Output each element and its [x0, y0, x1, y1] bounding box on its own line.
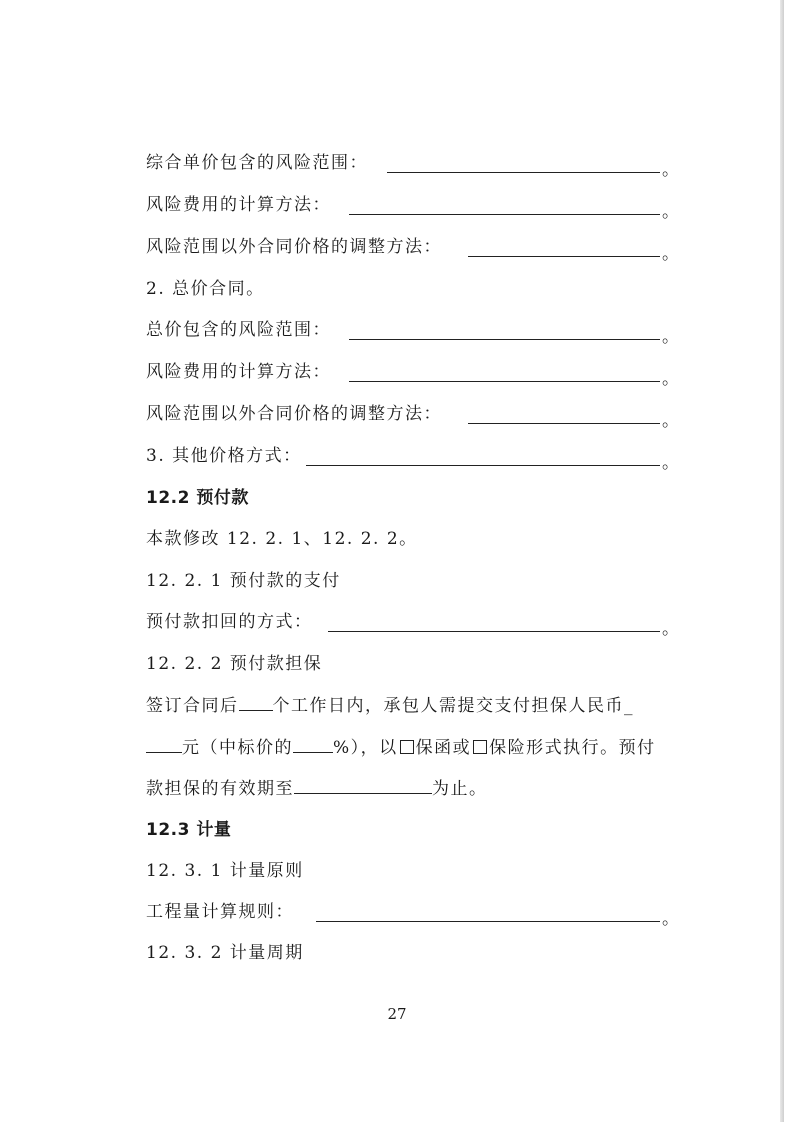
working-days-field[interactable]: [239, 696, 273, 711]
total-price-risk-scope-label: 总价包含的风险范围：: [146, 320, 331, 340]
other-price-field[interactable]: [306, 465, 660, 466]
total-price-title: 2. 总价合同。: [146, 279, 265, 299]
unit-price-adjust-field[interactable]: [468, 256, 660, 257]
section-12-3-heading: 12.3 计量: [146, 820, 232, 840]
guarantee-paragraph-line-3: [146, 777, 488, 801]
other-price-label: 3. 其他价格方式：: [146, 446, 302, 466]
guarantee-text-1: 签订合同后: [146, 696, 239, 716]
insurance-checkbox[interactable]: [473, 740, 487, 754]
guarantee-amount-field[interactable]: [146, 738, 182, 753]
guarantee-paragraph-line-1: [146, 694, 634, 718]
quantity-rules-label: 工程量计算规则：: [146, 902, 294, 922]
section-12-2-intro: 本款修改 12. 2. 1、12. 2. 2。: [146, 529, 418, 549]
page-number: 27: [387, 1005, 407, 1023]
period-mark: 。: [662, 244, 679, 264]
guarantee-validity-field[interactable]: [294, 779, 432, 794]
advance-deduction-field[interactable]: [328, 631, 660, 632]
bid-price-percent-field[interactable]: [293, 738, 333, 753]
letter-of-guarantee-checkbox[interactable]: [400, 740, 414, 754]
period-mark: 。: [662, 411, 679, 431]
guarantee-text-2: 个工作日内，承包人需提交支付担保人民币: [272, 696, 624, 716]
unit-price-risk-fee-field[interactable]: [349, 214, 660, 215]
guarantee-text-7: 款担保的有效期至: [146, 779, 294, 799]
advance-deduction-label: 预付款扣回的方式：: [146, 612, 313, 632]
total-price-adjust-field[interactable]: [468, 423, 660, 424]
unit-price-risk-scope-label: 综合单价包含的风险范围：: [146, 153, 368, 173]
guarantee-text-8: 为止。: [432, 779, 488, 799]
guarantee-text-underscore: _: [624, 696, 634, 716]
total-price-risk-fee-label: 风险费用的计算方法：: [146, 362, 331, 382]
total-price-adjust-label: 风险范围以外合同价格的调整方法：: [146, 404, 442, 424]
guarantee-text-6: 保险形式执行。预付: [489, 738, 656, 758]
unit-price-risk-scope-field[interactable]: [387, 172, 660, 173]
unit-price-adjust-label: 风险范围以外合同价格的调整方法：: [146, 237, 442, 257]
period-mark: 。: [662, 160, 679, 180]
page-edge-shadow: [780, 0, 784, 1122]
section-12-2-1-title: 12. 2. 1 预付款的支付: [146, 571, 341, 591]
section-12-2-heading: 12.2 预付款: [146, 488, 249, 508]
period-mark: 。: [662, 202, 679, 222]
guarantee-paragraph-line-2: [146, 736, 656, 760]
total-price-risk-scope-field[interactable]: [349, 339, 660, 340]
guarantee-text-5: 保函或: [415, 738, 472, 758]
section-12-3-2-title: 12. 3. 2 计量周期: [146, 943, 304, 963]
period-mark: 。: [662, 453, 679, 473]
total-price-risk-fee-field[interactable]: [349, 381, 660, 382]
section-12-2-2-title: 12. 2. 2 预付款担保: [146, 654, 323, 674]
period-mark: 。: [662, 909, 679, 929]
period-mark: 。: [662, 369, 679, 389]
period-mark: 。: [662, 619, 679, 639]
unit-price-risk-fee-label: 风险费用的计算方法：: [146, 195, 331, 215]
guarantee-text-3: 元（中标价的: [182, 738, 293, 758]
period-mark: 。: [662, 327, 679, 347]
quantity-rules-field[interactable]: [316, 921, 660, 922]
guarantee-text-4: %），以: [333, 738, 398, 758]
section-12-3-1-title: 12. 3. 1 计量原则: [146, 861, 304, 881]
